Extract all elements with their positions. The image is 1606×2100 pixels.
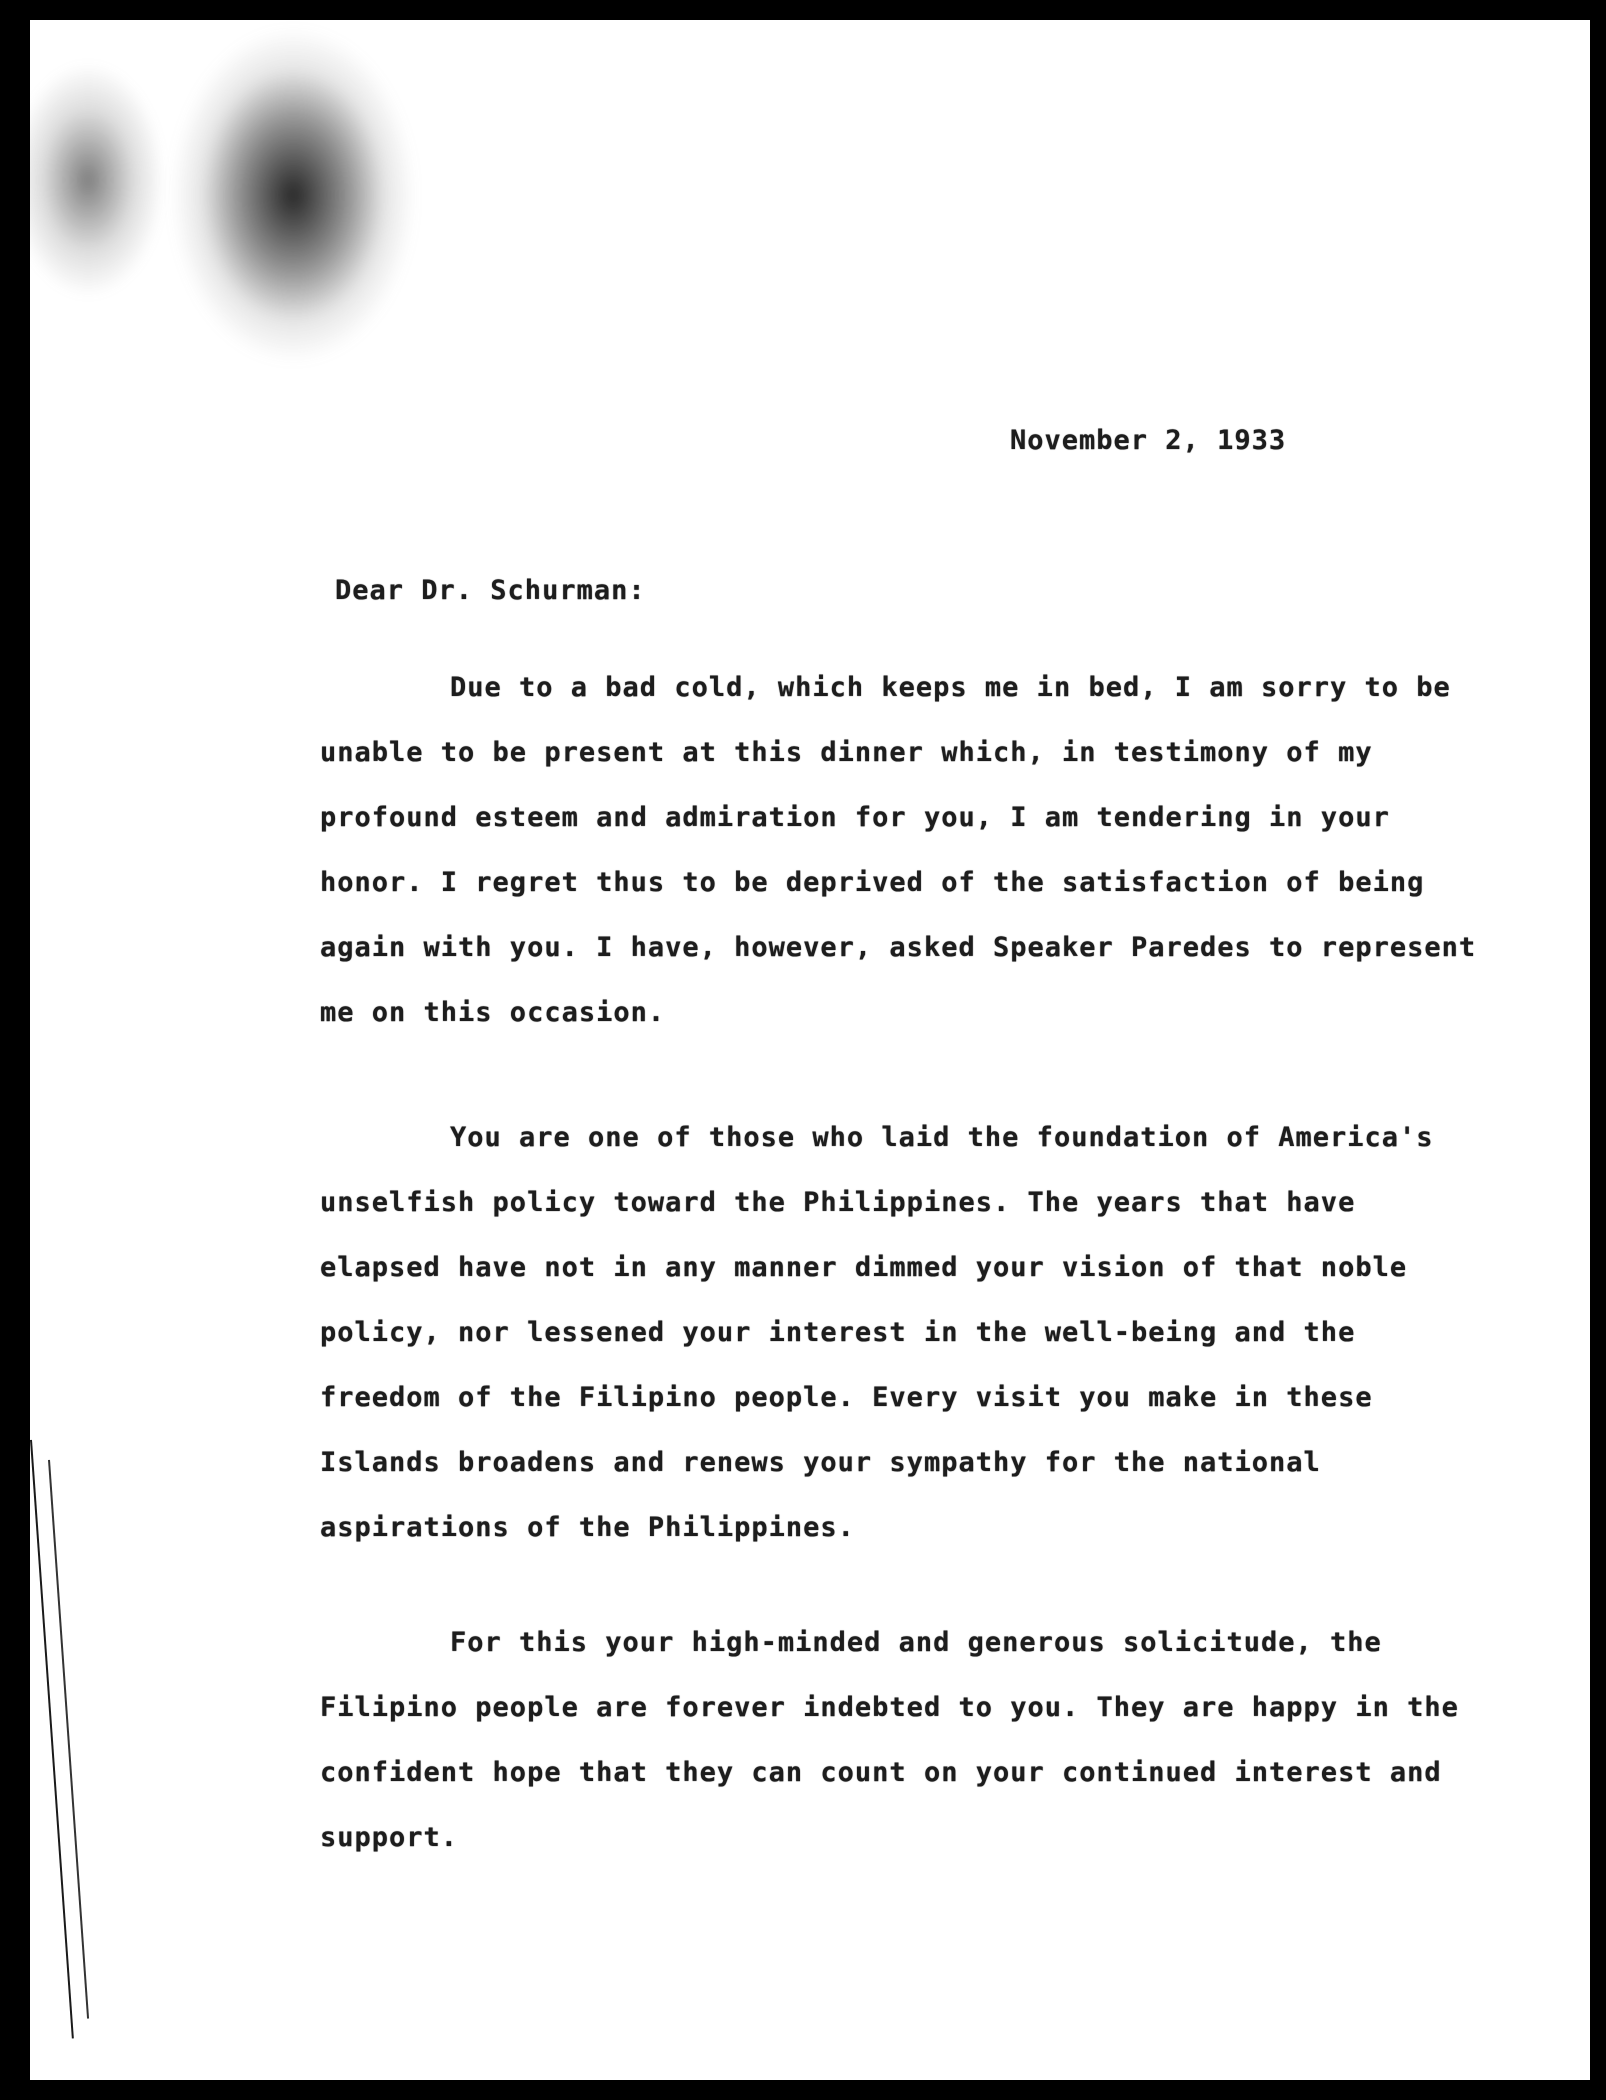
letter-salutation: Dear Dr. Schurman: <box>335 575 646 606</box>
letter-page <box>30 20 1590 2080</box>
letter-paragraph-3: For this your high-minded and generous solicitude, the Filipino people are forever indebted to you. They are happy in the confident hope that they can count on your continued interest and support. <box>320 1627 1459 1853</box>
letter-paragraph-2: You are one of those who laid the foundation of America's unselfish policy toward the Philippines. The years that have elapsed have not in any manner dimmed your vision of that noble policy, nor lessened your interest in the well-being and the freedom of the Filipino people. Every visit you make in these Islands broadens and renews your sympathy for the national aspirations of the Philippines. <box>320 1122 1434 1543</box>
letter-body <box>30 20 1590 2080</box>
letter-paragraph-1: Due to a bad cold, which keeps me in bed, I am sorry to be unable to be present at this dinner which, in testimony of my profound esteem and admiration for you, I am tendering in your honor. I regret thus to be deprived of the satisfaction of being again with you. I have, however, asked Speaker Paredes to represent me on this occasion. <box>320 672 1477 1028</box>
letter-date: November 2, 1933 <box>1010 425 1287 456</box>
